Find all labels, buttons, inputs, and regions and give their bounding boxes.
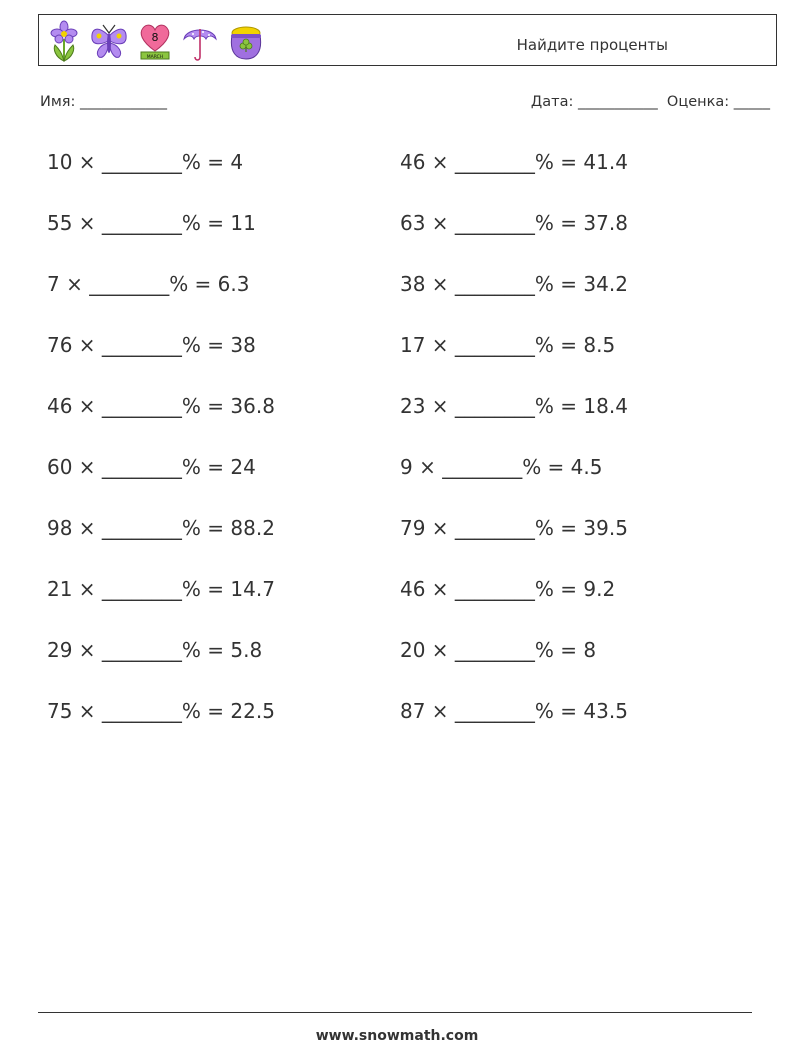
heart-ribbon-text: MARCH xyxy=(146,55,164,60)
problem-item: 79 × ________% = 39.5 xyxy=(400,516,628,540)
date-label: Дата: ___________ xyxy=(530,94,658,110)
worksheet-title: Найдите проценты xyxy=(516,36,668,54)
problem-item: 29 × ________% = 5.8 xyxy=(47,638,263,662)
problem-item: 63 × ________% = 37.8 xyxy=(400,211,628,235)
problem-item: 17 × ________% = 8.5 xyxy=(400,333,616,357)
problem-item: 46 × ________% = 9.2 xyxy=(400,577,616,601)
problem-item: 75 × ________% = 22.5 xyxy=(47,699,275,723)
problem-item: 20 × ________% = 8 xyxy=(400,638,597,662)
header-box xyxy=(38,14,777,66)
problem-item: 21 × ________% = 14.7 xyxy=(47,577,275,601)
date-score-labels xyxy=(531,94,770,110)
problem-item: 38 × ________% = 34.2 xyxy=(400,272,628,296)
problem-item: 10 × ________% = 4 xyxy=(47,150,244,174)
score-label: Оценка: _____ xyxy=(666,94,770,110)
problem-item: 87 × ________% = 43.5 xyxy=(400,699,628,723)
problem-item: 46 × ________% = 36.8 xyxy=(47,394,275,418)
footer-divider xyxy=(38,1012,752,1013)
problem-item: 23 × ________% = 18.4 xyxy=(400,394,628,418)
problem-item: 76 × ________% = 38 xyxy=(47,333,256,357)
problem-item: 7 × ________% = 6.3 xyxy=(47,272,250,296)
problem-item: 55 × ________% = 11 xyxy=(47,211,256,235)
problem-item: 60 × ________% = 24 xyxy=(47,455,256,479)
problem-item: 9 × ________% = 4.5 xyxy=(400,455,603,479)
footer-url: www.snowmath.com xyxy=(315,1028,479,1044)
problem-item: 98 × ________% = 88.2 xyxy=(47,516,275,540)
name-label: Имя: ____________ xyxy=(40,94,168,110)
problem-item: 46 × ________% = 41.4 xyxy=(400,150,628,174)
heart-number: 8 xyxy=(151,31,159,44)
